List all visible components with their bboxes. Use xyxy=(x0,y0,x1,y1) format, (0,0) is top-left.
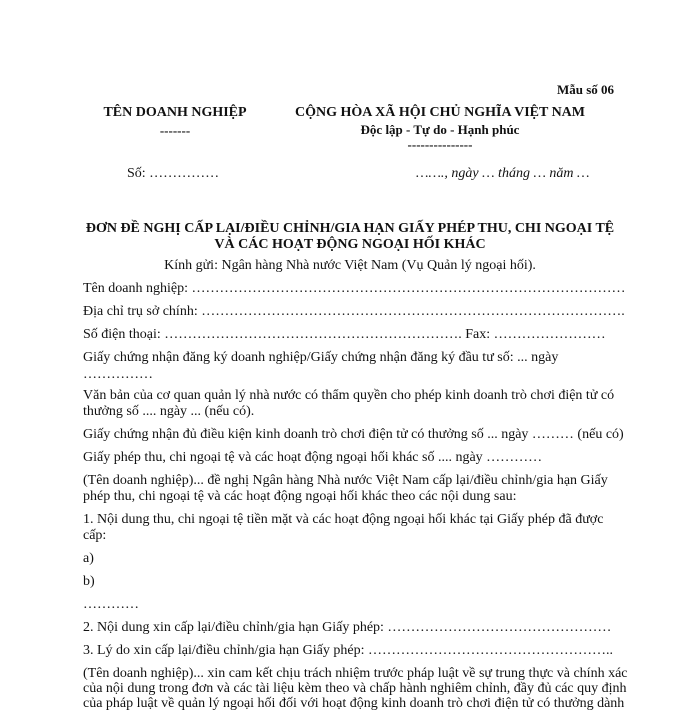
section3-line: 3. Lý do xin cấp lại/điều chỉnh/gia hạn Giấy phép: …………………………………………….. xyxy=(83,643,613,658)
fx-license-field: Giấy phép thu, chi ngoại tệ và các hoạt động ngoại hối khác số .... ngày ………… xyxy=(83,450,543,465)
license-doc-line2: thưởng số .... ngày ... (nếu có). xyxy=(83,404,255,419)
license-doc-line1: Văn bản của cơ quan quản lý nhà nước có thẩm quyền cho phép kinh doanh trò chơi điện tử có xyxy=(83,388,615,403)
section1-line1: 1. Nội dung thu, chi ngoại tệ tiền mặt và các hoạt động ngoại hối khác tại Giấy phép đã được xyxy=(83,512,604,527)
request-line1: (Tên doanh nghiệp)... đề nghị Ngân hàng Nhà nước Việt Nam cấp lại/điều chỉnh/gia hạn Giấy xyxy=(83,473,608,488)
form-title-line2: VÀ CÁC HOẠT ĐỘNG NGOẠI HỐI KHÁC xyxy=(214,237,486,252)
section1-line2: cấp: xyxy=(83,528,107,543)
phone-fax-field: Số điện thoại: ………………………………………………………. Fax: …………………… xyxy=(83,327,606,342)
registration-line2: …………… xyxy=(83,367,153,382)
recipient-line: Kính gửi: Ngân hàng Nhà nước Việt Nam (Vụ Quản lý ngoại hối). xyxy=(164,258,536,273)
document-number: Số: …………… xyxy=(127,166,220,181)
form-number: Mẫu số 06 xyxy=(557,82,615,97)
commitment-line3: của pháp luật về quản lý ngoại hối đối với hoạt động kinh doanh trò chơi điện tử có thưởng dành xyxy=(83,696,625,711)
form-title-line1: ĐƠN ĐỀ NGHỊ CẤP LẠI/ĐIỀU CHỈNH/GIA HẠN GIẤY PHÉP THU, CHI NGOẠI TỆ xyxy=(85,221,615,236)
date-line: ……., ngày … tháng … năm … xyxy=(416,166,590,181)
company-name-field: Tên doanh nghiệp: ………………………………………………………………………………… xyxy=(83,281,626,296)
section1-item-b: b) xyxy=(83,574,95,589)
request-line2: phép thu, chi ngoại tệ và các hoạt động ngoại hối khác theo các nội dung sau: xyxy=(83,489,517,504)
motto-dashes: --------------- xyxy=(407,137,473,152)
eligibility-cert-field: Giấy chứng nhận đủ điều kiện kinh doanh trò chơi điện tử có thưởng số ... ngày ……… (nếu có) xyxy=(83,427,624,442)
section1-item-a: a) xyxy=(83,551,94,566)
company-label: TÊN DOANH NGHIỆP xyxy=(103,105,247,120)
commitment-line2: của nội dung trong đơn và các tài liệu kèm theo và chấp hành nghiêm chỉnh, đầy đủ các quy định xyxy=(83,681,627,696)
registration-line1: Giấy chứng nhận đăng ký doanh nghiệp/Giấy chứng nhận đăng ký đầu tư số: ... ngày xyxy=(83,350,559,365)
section2-line: 2. Nội dung xin cấp lại/điều chỉnh/gia hạn Giấy phép: ………………………………………… xyxy=(83,620,612,635)
republic-title: CỘNG HÒA XÃ HỘI CHỦ NGHĨA VIỆT NAM xyxy=(294,105,585,120)
national-motto: Độc lập - Tự do - Hạnh phúc xyxy=(360,122,520,137)
head-office-field: Địa chỉ trụ sở chính: ………………………………………………………………………………. xyxy=(83,304,625,319)
commitment-line1: (Tên doanh nghiệp)... xin cam kết chịu trách nhiệm trước pháp luật về sự trung thực và chính xác xyxy=(83,666,628,681)
company-dashes: ------- xyxy=(159,123,191,138)
section1-dots: ………… xyxy=(83,597,139,612)
